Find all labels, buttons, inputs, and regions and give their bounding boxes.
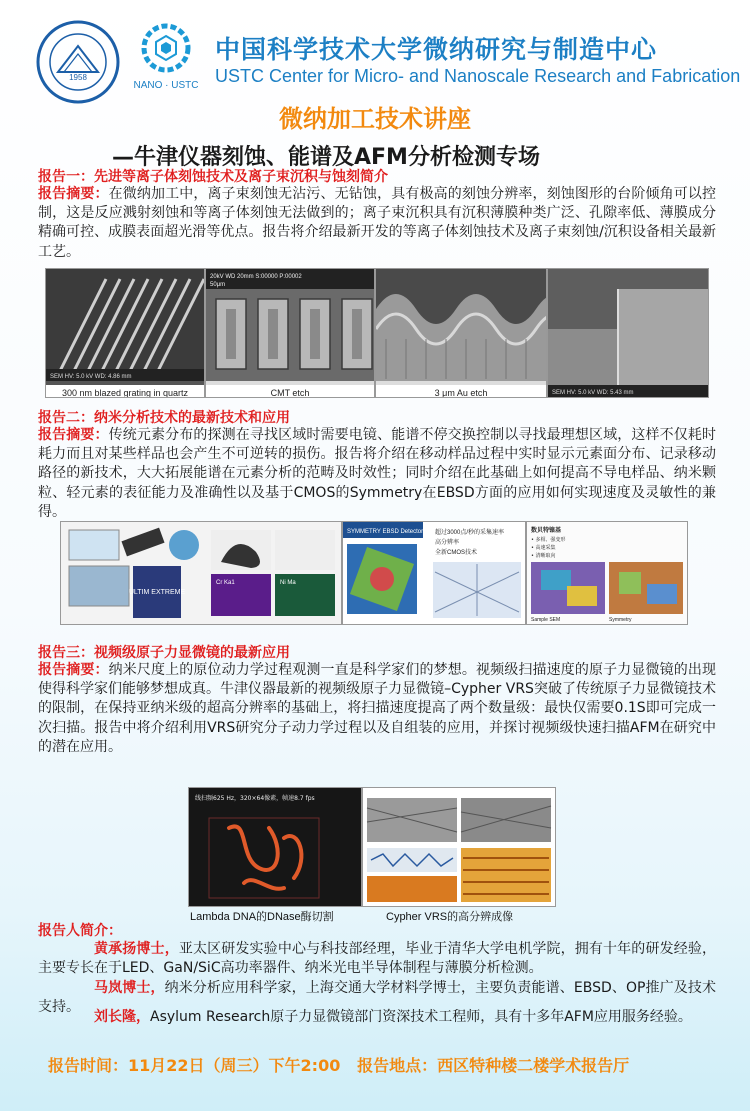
speaker-3-name: 刘长隆， (94, 1009, 150, 1025)
image-caption-blazed: 300 nm blazed grating in quartz (46, 385, 204, 398)
speakers-heading: 报告人简介： (38, 923, 122, 939)
sem-image-blazed-grating (45, 268, 205, 398)
nano-ustc-logo (130, 18, 202, 100)
report3-abstract-label: 报告摘要： (38, 662, 109, 678)
event-place: 西区特种楼二楼学术报告厅 (437, 1056, 630, 1075)
spec-title: 数贝特镍基 (531, 527, 562, 534)
ustc-seal-logo (36, 20, 120, 104)
symmetry-bullet-3: 全新CMOS技术 (435, 550, 478, 556)
speaker-1 (38, 940, 716, 978)
eds-ultim-extreme-panel (60, 521, 342, 625)
afm-high-res-image (362, 787, 556, 907)
speaker-1-bio: 亚太区研发实验中心与科技部经理，毕业于清华大学电机学院，拥有十年的研发经验，主要专长在于LED、GaN/SiC高功率器件、纳米光电半导体制程与薄膜分析检测。 (38, 941, 717, 977)
speaker-1-name: 黄承扬博士， (94, 941, 179, 957)
sem-image-cmt-etch (205, 268, 375, 398)
event-time: 11月22日（周三）下午2:00 (128, 1056, 341, 1075)
map-cr: Cr Ka1 (216, 580, 235, 586)
speaker-2-bio: 纳米分析应用科学家，上海交通大学材料学博士，主要负责能谱、EBSD、OP推广及技术支持。 (38, 980, 716, 1016)
report3-abstract (38, 661, 716, 757)
spec-item-3: • 清晰取向 (531, 553, 556, 559)
map-ni: Ni Ma (280, 580, 296, 586)
center-name-en: USTC Center for Micro- and Nanoscale Research and Fabrication (215, 66, 741, 86)
caption-dna: Lambda DNA的DNase酶切割 (190, 911, 334, 923)
report2-heading: 报告二：纳米分析技术的最新技术和应用 (38, 410, 290, 426)
report2-abstract-label: 报告摘要： (38, 427, 109, 443)
report1-abstract (38, 185, 716, 262)
afm-dna-image (188, 787, 362, 907)
time-label: 报告时间： (48, 1056, 129, 1075)
symmetry-label: SYMMETRY EBSD Detector (347, 529, 424, 535)
place-label: 报告地点： (357, 1056, 438, 1075)
report2-abstract-text: 传统元素分布的探测在寻找区域时需要电镜、能谱不停交换控制以寻找最理想区域，这样不仅耗时耗力而且对某些样品也会产生不可逆转的损伤。报告将介绍在移动样品过程中实时显示元素面分布、记录移动路径的新技术，大大拓展能谱在元素分析的范畴及时效性；同时介绍在此基础上如何提高不导电样品、纳米颗粒、轻元素的表征能力及准确性以及基于CMOS的Symmetry在EBSD方面的应用如何实现速度及灵敏性的兼得。 (38, 427, 716, 520)
seal-year: 1958 (69, 73, 87, 82)
image-caption-cmt: CMT etch (206, 385, 374, 398)
spec-item-1: • 多相、强变形 (531, 537, 566, 543)
report3-abstract-text: 纳米尺度上的原位动力学过程观测一直是科学家们的梦想。视频级扫描速度的原子力显微镜的出现使得科学家们能够梦想成真。牛津仪器最新的视频级原子力显微镜–Cypher VRS突破了传统原子力显微镜技术的限制，在保持亚纳米级的超高分辨率的基础上，将扫描速度提高了两个数量级：最快仅需要0.1S即可完成一次扫描。报告中将介绍利用VRS研究分子动力学过程以及自组装的应用，并探讨视频级快速扫描AFM在研究中的潜在应用。 (38, 662, 716, 755)
report2-abstract (38, 426, 716, 522)
caption-cypher: Cypher VRS的高分辨成像 (386, 911, 514, 923)
symmetry-bullet-2: 高分辨率 (435, 540, 460, 546)
ebsd-map-panel (526, 521, 688, 625)
sem-info-bar-4: SEM HV: 5.0 kV WD: 5.43 mm (552, 390, 634, 396)
report3-heading: 报告三：视频级原子力显微镜的最新应用 (38, 645, 290, 661)
speaker-3 (38, 1008, 716, 1027)
report1-abstract-label: 报告摘要： (38, 186, 109, 202)
spec-item-2: • 高速采集 (531, 545, 556, 551)
report1-abstract-text: 在微纳加工中，离子束刻蚀无沾污、无钻蚀，具有极高的刻蚀分辨率，刻蚀图形的台阶倾角可以控制，这是反应溅射刻蚀和等离子体刻蚀无法做到的；离子束沉积具有沉积薄膜种类广泛、孔隙率低、薄膜成分精确可控、成膜表面超光滑等优点。报告将介绍最新开发的等离子体刻蚀技术及离子束刻蚀/沉积设备相关最新工艺。 (38, 186, 716, 260)
sem-scale-2: 50μm (210, 282, 226, 288)
sem-image-cross-section (547, 268, 709, 398)
nano-ustc-label: NANO · USTC (133, 80, 199, 91)
poster-title: 微纳加工技术讲座 (279, 105, 471, 133)
poster-subtitle: —牛津仪器刻蚀、能谱及AFM分析检测专场 (112, 145, 540, 170)
afm-scan-overlay: 线扫频625 Hz，320×64像素，帧速8.7 fps (195, 795, 315, 802)
ebsd-symmetry-panel (342, 521, 526, 625)
speaker-2-name: 马岚博士， (94, 980, 165, 996)
event-info (48, 1053, 629, 1076)
ultim-label: ULTIM EXTREME (128, 589, 186, 596)
scale-right: Symmetry (609, 617, 632, 623)
center-name-cn: 中国科学技术大学微纳研究与制造中心 (215, 35, 658, 64)
sem-info-bar-2: 20kV WD 20mm S:00000 P:00002 (210, 274, 302, 280)
sem-info-bar-1: SEM HV: 5.0 kV WD: 4.86 mm (50, 374, 132, 380)
report1-heading: 报告一：先进等离子体刻蚀技术及离子束沉积与蚀刻简介 (38, 169, 388, 185)
symmetry-bullet-1: 超过3000点/秒的采集速率 (435, 530, 505, 536)
sem-image-au-etch (375, 268, 547, 398)
scale-left: Sample SEM (531, 617, 561, 623)
speaker-3-bio: Asylum Research原子力显微镜部门资深技术工程师，具有十多年AFM应用服务经验。 (150, 1009, 692, 1025)
image-caption-au: 3 μm Au etch (376, 385, 546, 398)
